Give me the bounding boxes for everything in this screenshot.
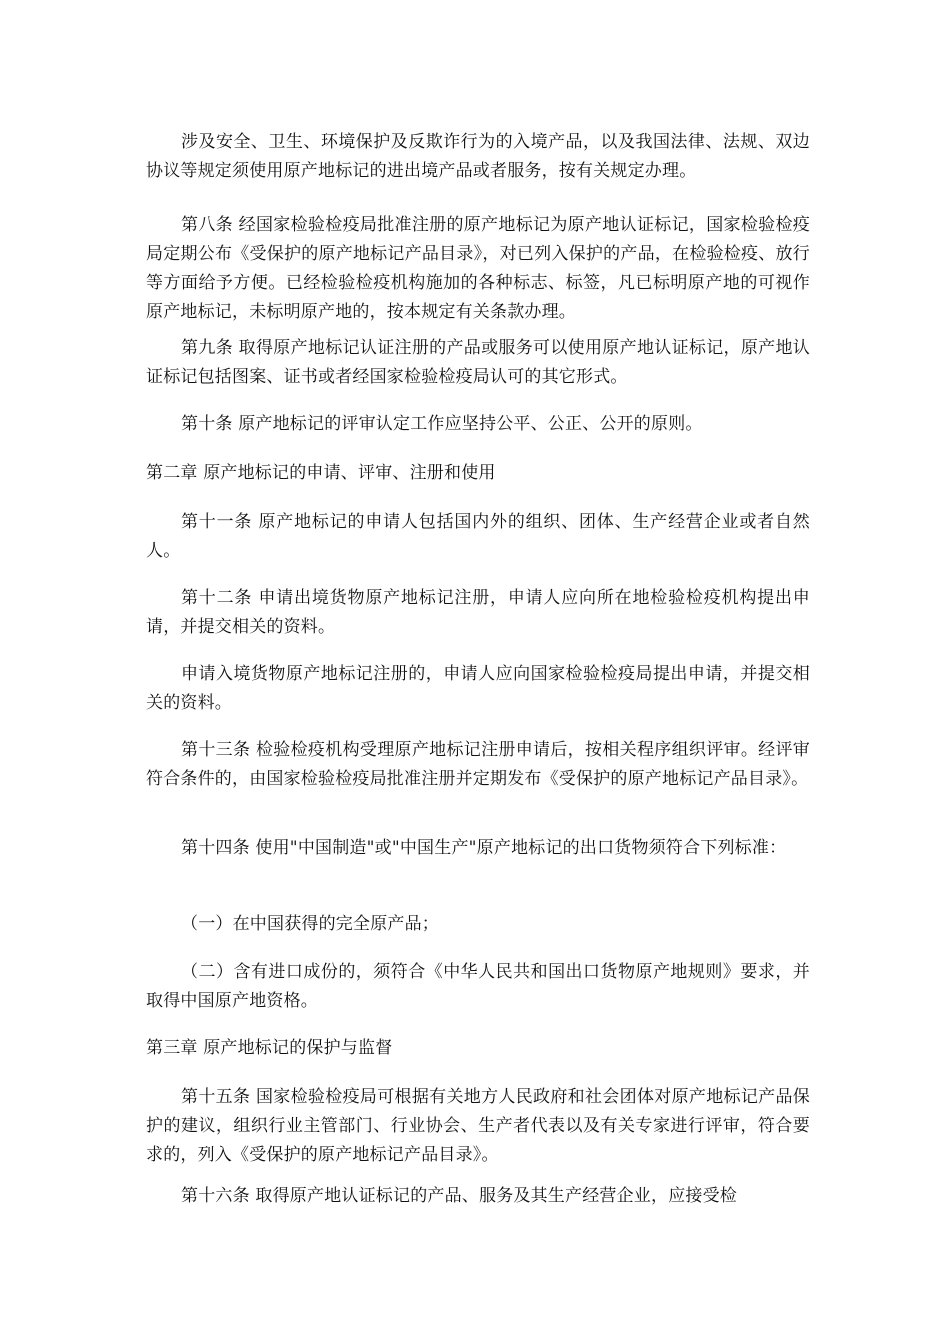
list-item-1: （一）在中国获得的完全原产品； [181,914,439,934]
chapter-heading-2: 第二章 原产地标记的申请、评审、注册和使用 [146,463,496,483]
list-item-2: （二）含有进口成份的，须符合《中华人民共和国出口货物原产地规则》要求，并取得中国原产地资格。 [146,962,810,1011]
paragraph-article-10: 第十条 原产地标记的评审认定工作应坚持公平、公正、公开的原则。 [181,414,703,434]
paragraph-article-8: 第八条 经国家检验检疫局批准注册的原产地标记为原产地认证标记，国家检验检疫局定期公布《受保护的原产地标记产品目录》，对已列入保护的产品，在检验检疫、放行等方面给予方便。已经检验检疫机构施加的各种标志、标签，凡已标明原产地的可视作原产地标记，未标明原产地的，按本规定有关条款办理。 [146,215,810,322]
paragraph-article-13: 第十三条 检验检疫机构受理原产地标记注册申请后，按相关程序组织评审。经评审符合条件的，由国家检验检疫局批准注册并定期发布《受保护的原产地标记产品目录》。 [146,740,810,789]
paragraph-article-15: 第十五条 国家检验检疫局可根据有关地方人民政府和社会团体对原产地标记产品保护的建议，组织行业主管部门、行业协会、生产者代表以及有关专家进行评审，符合要求的，列入《受保护的原产地标记产品目录》。 [146,1087,810,1165]
paragraph-article-11: 第十一条 原产地标记的申请人包括国内外的组织、团体、生产经营企业或者自然人。 [146,512,810,561]
paragraph-intro: 涉及安全、卫生、环境保护及反欺诈行为的入境产品，以及我国法律、法规、双边协议等规定须使用原产地标记的进出境产品或者服务，按有关规定办理。 [146,132,810,181]
paragraph-article-16: 第十六条 取得原产地认证标记的产品、服务及其生产经营企业，应接受检 [181,1186,738,1206]
paragraph-article-12-entry: 申请入境货物原产地标记注册的，申请人应向国家检验检疫局提出申请，并提交相关的资料。 [146,664,810,713]
chapter-heading-3: 第三章 原产地标记的保护与监督 [146,1038,393,1058]
paragraph-article-14: 第十四条 使用"中国制造"或"中国生产"原产地标记的出口货物须符合下列标准： [181,838,787,858]
paragraph-article-12: 第十二条 申请出境货物原产地标记注册，申请人应向所在地检验检疫机构提出申请，并提交相关的资料。 [146,588,810,637]
paragraph-article-9: 第九条 取得原产地标记认证注册的产品或服务可以使用原产地认证标记，原产地认证标记包括图案、证书或者经国家检验检疫局认可的其它形式。 [146,338,810,387]
